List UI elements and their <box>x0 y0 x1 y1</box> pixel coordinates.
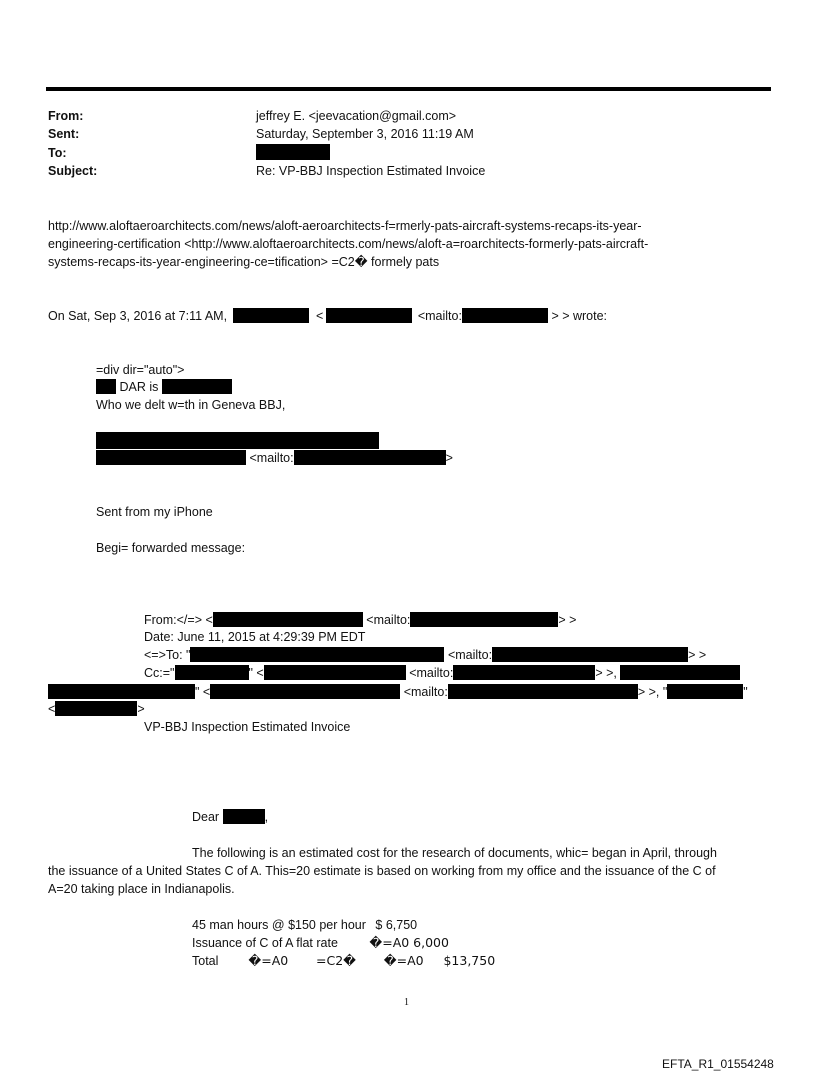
quote-intro-prefix: On Sat, Sep 3, 2016 at 7:11 AM, <box>48 309 228 323</box>
fwd-to-suffix: > > <box>688 648 707 662</box>
quote-intro-mailto: <mailto: <box>417 309 462 323</box>
reply-mailto-line <box>96 450 453 466</box>
redaction-contact-name <box>96 450 246 465</box>
para-line-1: The following is an estimated cost for the research of documents, whic= began in April, through <box>192 846 717 860</box>
fwd-cc-mid: " < <box>248 666 264 680</box>
from-label: From: <box>48 109 84 123</box>
redaction-dar-prefix <box>96 379 116 394</box>
redaction-cc3-name <box>667 684 743 699</box>
quote-intro <box>48 308 607 324</box>
reply-dar-text: DAR is <box>119 380 159 394</box>
from-value: jeffrey E. <jeevacation@gmail.com> <box>256 109 457 123</box>
dear-text: Dear <box>192 810 220 824</box>
line-item-hours <box>192 917 417 933</box>
redaction-to <box>256 144 330 160</box>
redaction-cc1-name <box>175 665 249 680</box>
redaction-cc2-name-start <box>620 665 740 680</box>
sent-from-iphone: Sent from my iPhone <box>96 505 213 519</box>
redaction-fwd-from-name <box>213 612 363 627</box>
subject-label: Subject: <box>48 164 98 178</box>
quote-intro-suffix: > > wrote: <box>551 309 608 323</box>
fwd-cc3-line <box>48 701 145 717</box>
redaction-sender-mailto <box>462 308 548 323</box>
line-item-label: 45 man hours @ $150 per hour <box>192 918 366 932</box>
redaction-cc2-name <box>48 684 195 699</box>
dear-line <box>192 809 268 825</box>
redaction-fwd-to-name <box>190 647 444 662</box>
line-item-coa <box>192 935 449 951</box>
reply-mailto: <mailto: <box>249 451 294 465</box>
redaction-sender-email <box>326 308 412 323</box>
redaction-contact-email <box>294 450 446 465</box>
fwd-cc-prefix: Cc:=" <box>144 666 175 680</box>
line-item-label: Total <box>192 954 219 968</box>
fwd-cc3-lt: < <box>48 702 56 716</box>
redaction-cc2-mailto <box>448 684 638 699</box>
redaction-fwd-to-email <box>492 647 688 662</box>
fwd-cc-mailto: <mailto: <box>409 666 454 680</box>
redaction-cc1-email <box>264 665 406 680</box>
fwd-from-suffix: > > <box>558 613 577 627</box>
fwd-cc2-end: " <box>743 685 748 699</box>
fwd-to-line <box>144 647 706 663</box>
line-item-label: Issuance of C of A flat rate <box>192 936 338 950</box>
fwd-to-prefix: <=>To: " <box>144 648 191 662</box>
fwd-from-mailto: <mailto: <box>366 613 411 627</box>
link-line-3: systems-recaps-its-year-engineering-ce=tification> =C2� formely pats <box>48 255 440 269</box>
fwd-subject: VP-BBJ Inspection Estimated Invoice <box>144 720 351 734</box>
page-number: 1 <box>404 997 409 1008</box>
forwarded-message-label: Begi= forwarded message: <box>96 541 246 555</box>
redaction-sender-name <box>233 308 309 323</box>
dear-comma: , <box>264 810 269 824</box>
fwd-cc2-suffix: > >, " <box>637 685 668 699</box>
fwd-date-line: Date: June 11, 2015 at 4:29:39 PM EDT <box>144 630 366 644</box>
sent-label: Sent: <box>48 127 80 141</box>
fwd-cc2-mid: " < <box>195 685 211 699</box>
para-line-2: the issuance of a United States C of A. This=20 estimate is based on working from my office and the issuance of the C of <box>48 864 716 878</box>
redaction-recipient <box>223 809 265 824</box>
sent-value: Saturday, September 3, 2016 11:19 AM <box>256 127 474 141</box>
redaction-fwd-from-email <box>410 612 558 627</box>
line-item-total <box>192 953 495 969</box>
link-line-2: engineering-certification <http://www.aloftaeroarchitects.com/news/aloft-a=roarchitects-formerly-pats-aircraft- <box>48 237 649 251</box>
fwd-from-line <box>144 612 576 628</box>
para-line-3: A=20 taking place in Indianapolis. <box>48 882 235 896</box>
quote-intro-lt: < <box>316 309 324 323</box>
link-line-1: http://www.aloftaeroarchitects.com/news/aloft-aeroarchitects-f=rmerly-pats-aircraft-systems-recaps-its-year- <box>48 219 642 233</box>
redaction-contact-block <box>96 432 379 449</box>
reply-div-line: =div dir="auto"> <box>96 363 185 377</box>
fwd-cc2-mailto: <mailto: <box>403 685 448 699</box>
line-item-value: �=A0 =C2� �=A0 $13,750 <box>248 953 496 968</box>
redaction-cc3-email <box>55 701 137 716</box>
redaction-cc1-mailto <box>453 665 595 680</box>
line-item-value: �=A0 6,000 <box>369 935 449 950</box>
reply-geneva-line: Who we delt w=th in Geneva BBJ, <box>96 398 286 412</box>
to-label: To: <box>48 146 67 160</box>
fwd-from-prefix: From:</=> < <box>144 613 213 627</box>
fwd-cc-suffix: > >, <box>595 666 617 680</box>
redaction-cc2-email <box>210 684 400 699</box>
subject-value: Re: VP-BBJ Inspection Estimated Invoice <box>256 164 486 178</box>
fwd-cc-line <box>144 665 740 681</box>
header-rule <box>46 87 771 91</box>
fwd-cc2-line <box>48 684 748 700</box>
reply-dar-line <box>96 379 232 395</box>
redaction-dar-name <box>162 379 232 394</box>
reply-gt: > <box>445 451 453 465</box>
doc-id: EFTA_R1_01554248 <box>662 1057 774 1071</box>
fwd-cc3-gt: > <box>137 702 145 716</box>
line-item-value: $ 6,750 <box>375 918 418 932</box>
fwd-to-mailto: <mailto: <box>447 648 493 662</box>
